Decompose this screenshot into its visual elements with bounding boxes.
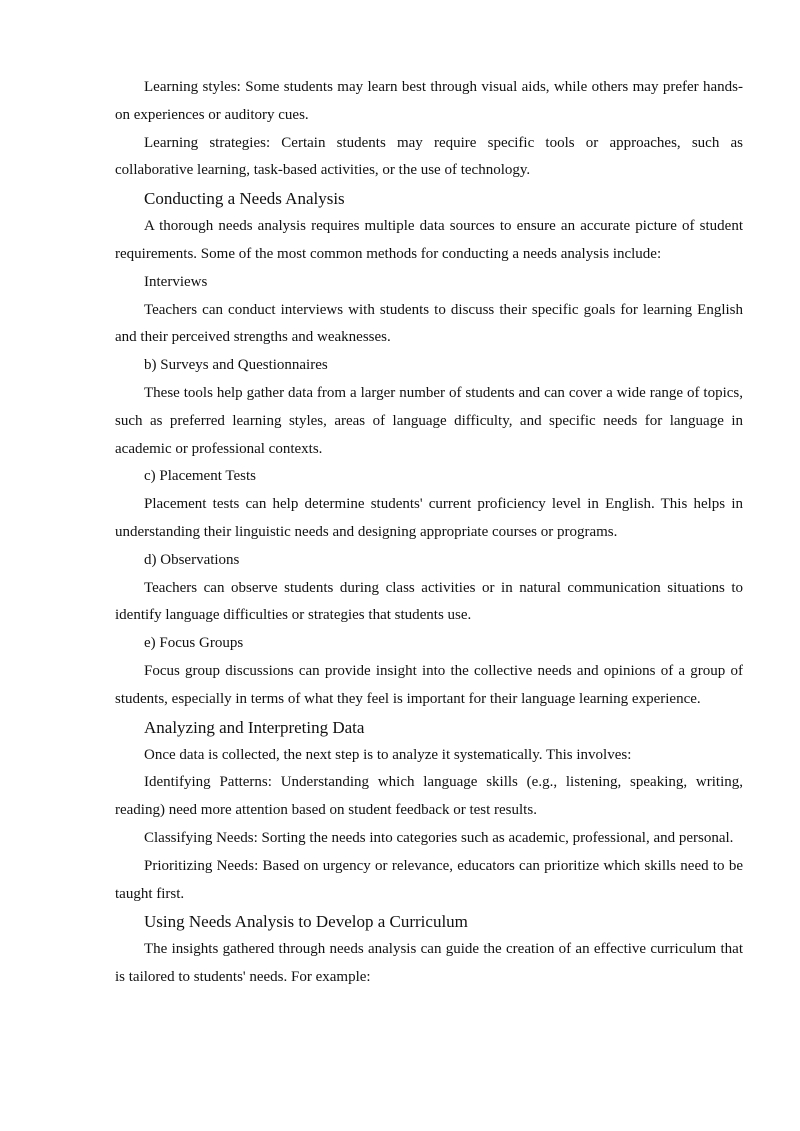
paragraph-placement-tests: Placement tests can help determine students' current proficiency level in English. This helps in understanding their linguistic needs and designing appropriate courses or programs. [115, 496, 743, 540]
paragraph-analyze-intro: Once data is collected, the next step is to analyze it systematically. This involves: [144, 746, 632, 763]
heading-curriculum: Using Needs Analysis to Develop a Curriculum [144, 912, 468, 932]
document-page [115, 74, 743, 992]
paragraph-focus-groups: Focus group discussions can provide insight into the collective needs and opinions of a group of students, especially in terms of what they feel is important for their language learning experience. [115, 662, 743, 707]
paragraph-learning-strategies: Learning strategies: Certain students may require specific tools or approaches, such as collaborative learning, task-based activities, or the use of technology. [115, 134, 743, 179]
subheading-surveys: b) Surveys and Questionnaires [144, 357, 328, 374]
subheading-interviews: Interviews [144, 273, 208, 290]
paragraph-needs-analysis-intro: A thorough needs analysis requires multiple data sources to ensure an accurate picture of student requirements. Some of the most common methods for conducting a needs analysis include: [115, 218, 743, 262]
paragraph-interviews: Teachers can conduct interviews with students to discuss their specific goals for learning English and their perceived strengths and weaknesses. [115, 301, 743, 346]
subheading-placement-tests: c) Placement Tests [144, 468, 256, 485]
heading-conducting-needs-analysis: Conducting a Needs Analysis [144, 189, 345, 209]
heading-analyzing-data: Analyzing and Interpreting Data [144, 717, 365, 737]
paragraph-classifying-needs: Classifying Needs: Sorting the needs into categories such as academic, professional, and personal. [144, 829, 734, 846]
paragraph-learning-styles: Learning styles: Some students may learn best through visual aids, while others may prefer hands-on experiences or auditory cues. [115, 79, 743, 123]
paragraph-curriculum: The insights gathered through needs analysis can guide the creation of an effective curriculum that is tailored to students' needs. For example: [115, 941, 743, 986]
paragraph-observations: Teachers can observe students during class activities or in natural communication situations to identify language difficulties or strategies that students use. [115, 579, 743, 624]
paragraph-prioritizing-needs: Prioritizing Needs: Based on urgency or relevance, educators can prioritize which skills need to be taught first. [115, 857, 743, 902]
subheading-observations: d) Observations [144, 551, 240, 568]
paragraph-identifying-patterns: Identifying Patterns: Understanding which language skills (e.g., listening, speaking, writing, reading) need more attention based on student feedback or test results. [115, 774, 743, 819]
paragraph-surveys: These tools help gather data from a larger number of students and can cover a wide range of topics, such as preferred learning styles, areas of language difficulty, and specific needs for language in academic or professional contexts. [115, 384, 743, 457]
subheading-focus-groups: e) Focus Groups [144, 635, 244, 652]
